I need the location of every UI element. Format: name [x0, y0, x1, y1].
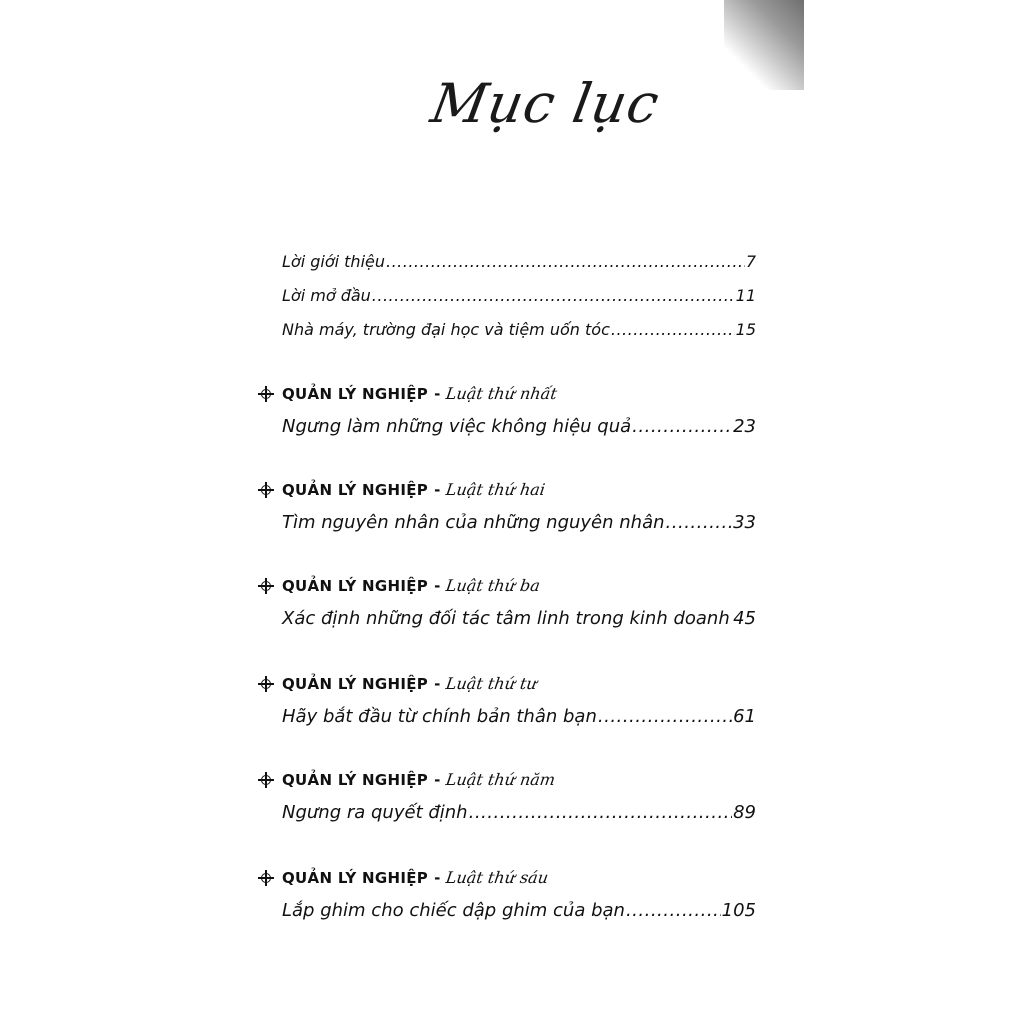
toc-entry-label: Lắp ghim cho chiếc dập ghim của bạn: [282, 900, 625, 921]
toc-entry-label: Ngưng làm những việc không hiệu quả: [282, 416, 632, 437]
book-page: [222, 0, 804, 1024]
toc-entry-label: Lời mở đầu: [282, 286, 371, 305]
dot-leader: [611, 320, 735, 339]
section-name: QUẢN LÝ NGHIỆP: [282, 480, 429, 499]
toc-entry-page: 7: [745, 252, 756, 271]
section-heading: [258, 384, 557, 403]
toc-entry-page: 11: [735, 286, 756, 305]
toc-entry: [282, 252, 756, 271]
toc-entry: [282, 802, 756, 823]
section-rule: Luật thứ nhất: [444, 384, 559, 403]
compass-icon: [258, 870, 274, 886]
compass-icon: [258, 676, 274, 692]
toc-entry: [282, 286, 756, 305]
toc-entry: [282, 512, 756, 533]
section-dash: -: [434, 384, 441, 403]
compass-icon: [258, 482, 274, 498]
section-heading: [258, 770, 555, 789]
toc-entry-label: Xác định những đối tác tâm linh trong kinh doanh: [282, 608, 730, 629]
toc-entry-page: 45: [733, 608, 756, 629]
toc-entry-label: Ngưng ra quyết định: [282, 802, 468, 823]
section-heading: [258, 480, 545, 499]
section-heading: [258, 674, 537, 693]
section-rule: Luật thứ năm: [444, 770, 557, 789]
dot-leader: [598, 706, 732, 727]
dot-leader: [386, 252, 745, 271]
toc-title: Mục lục: [426, 72, 665, 135]
toc-entry: [282, 706, 756, 727]
toc-entry: [282, 320, 756, 339]
section-dash: -: [434, 480, 441, 499]
section-rule: Luật thứ ba: [444, 576, 542, 595]
toc-entry-page: 105: [721, 900, 756, 921]
page-corner-shadow: [724, 0, 804, 90]
toc-entry-page: 33: [733, 512, 756, 533]
toc-entry: [282, 416, 756, 437]
section-name: QUẢN LÝ NGHIỆP: [282, 576, 429, 595]
section-rule: Luật thứ sáu: [444, 868, 550, 887]
toc-entry-label: Tìm nguyên nhân của những nguyên nhân: [282, 512, 665, 533]
toc-entry-label: Lời giới thiệu: [282, 252, 385, 271]
dot-leader: [666, 512, 733, 533]
compass-icon: [258, 578, 274, 594]
compass-icon: [258, 386, 274, 402]
section-dash: -: [434, 770, 441, 789]
section-dash: -: [434, 868, 441, 887]
section-heading: [258, 576, 540, 595]
section-name: QUẢN LÝ NGHIỆP: [282, 674, 429, 693]
section-name: QUẢN LÝ NGHIỆP: [282, 868, 429, 887]
section-dash: -: [434, 674, 441, 693]
toc-entry-label: Nhà máy, trường đại học và tiệm uốn tóc: [282, 320, 610, 339]
dot-leader: [469, 802, 733, 823]
section-dash: -: [434, 576, 441, 595]
dot-leader: [632, 416, 732, 437]
toc-entry: [282, 900, 756, 921]
dot-leader: [731, 608, 732, 629]
toc-entry-page: 23: [733, 416, 756, 437]
toc-entry-label: Hãy bắt đầu từ chính bản thân bạn: [282, 706, 597, 727]
section-heading: [258, 868, 548, 887]
section-name: QUẢN LÝ NGHIỆP: [282, 384, 429, 403]
compass-icon: [258, 772, 274, 788]
dot-leader: [626, 900, 721, 921]
section-rule: Luật thứ tư: [444, 674, 539, 693]
toc-entry-page: 89: [733, 802, 756, 823]
section-name: QUẢN LÝ NGHIỆP: [282, 770, 429, 789]
toc-entry-page: 61: [733, 706, 756, 727]
toc-entry-page: 15: [735, 320, 756, 339]
dot-leader: [372, 286, 735, 305]
toc-entry: [282, 608, 756, 629]
section-rule: Luật thứ hai: [444, 480, 547, 499]
